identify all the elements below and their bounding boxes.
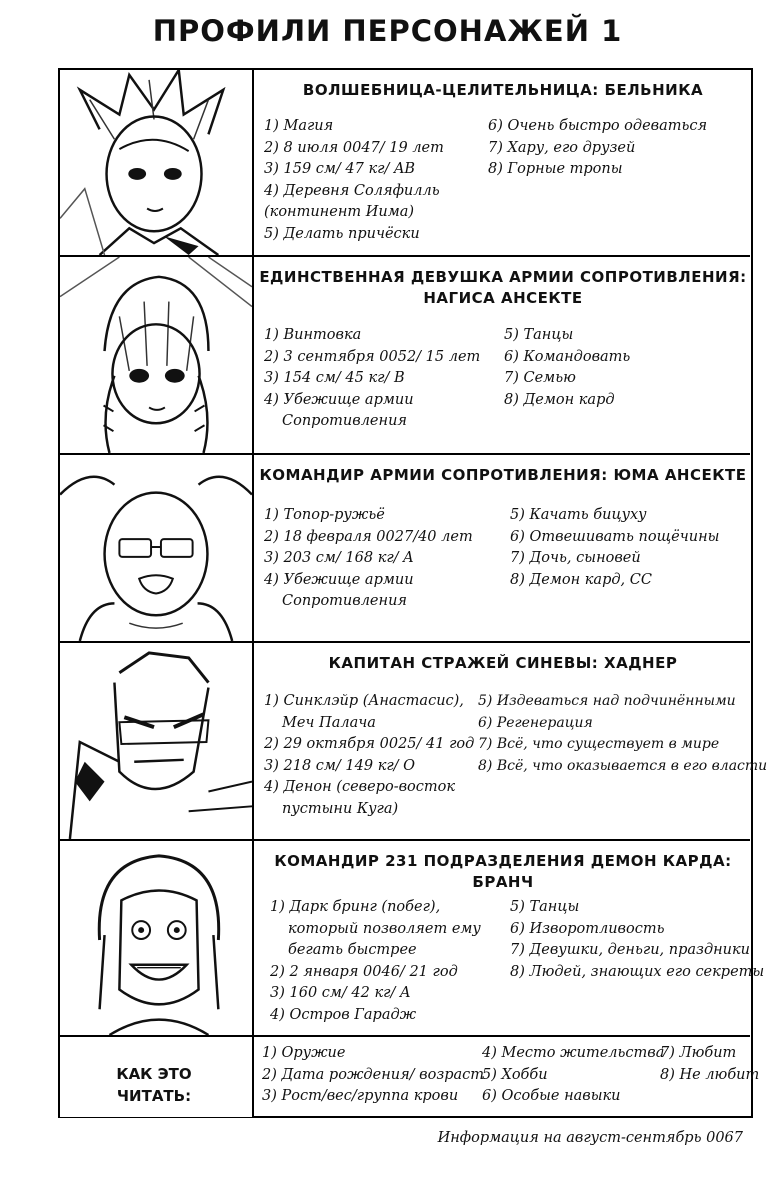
profile-info-nagisa	[256, 257, 750, 453]
guide-field: 7) Любит	[660, 1045, 737, 1061]
guide-column-2	[482, 1043, 664, 1108]
profile-heading	[256, 80, 750, 101]
profile-info-belnika	[256, 70, 750, 255]
profile-field: 3) 154 см/ 45 кг/ B	[264, 370, 405, 386]
profile-field: 2) 2 января 0046/ 21 год	[270, 963, 458, 980]
girl-portrait-icon	[60, 70, 252, 255]
profile-field: 2) 18 февраля 0027/40 лет	[264, 528, 473, 545]
profile-field: 3) 159 см/ 47 кг/ AB	[264, 161, 416, 177]
profile-field: 1) Топор-ружьё	[264, 507, 385, 523]
profiles-table	[58, 68, 768, 1118]
profile-heading	[256, 267, 750, 309]
profile-field: 3) 160 см/ 42 кг/ A	[270, 985, 411, 1001]
profile-heading-line: КОМАНДИР АРМИИ СОПРОТИВЛЕНИЯ: ЮМА АНСЕКТЕ	[259, 466, 747, 484]
profile-field: 8) Демон кард	[504, 391, 615, 408]
profile-heading-line: ВОЛШЕБНИЦА-ЦЕЛИТЕЛЬНИЦА: БЕЛЬНИКА	[302, 81, 704, 99]
profile-field: 3) 218 см/ 149 кг/ O	[264, 757, 416, 774]
profile-field: 5) Издеваться над подчинёнными	[478, 693, 736, 709]
profile-left-column	[270, 897, 481, 1026]
profile-field: бегать быстрее	[288, 942, 417, 958]
profile-field: 1) Магия	[264, 118, 334, 134]
profile-field: 6) Отвешивать пощёчины	[510, 528, 720, 545]
guide-heading	[84, 1063, 224, 1107]
profile-field: 7) Семью	[504, 370, 576, 386]
portrait-yuma	[60, 455, 254, 641]
profile-heading-line: КАПИТАН СТРАЖЕЙ СИНЕВЫ: ХАДНЕР	[328, 654, 678, 672]
profile-field: который позволяет ему	[288, 920, 481, 937]
profile-left-column	[264, 116, 444, 245]
profile-row-yuma	[60, 455, 750, 643]
profile-field: 8) Демон кард, CC	[510, 571, 652, 588]
guide-column-1	[262, 1043, 484, 1108]
profile-field: (континент Иима)	[264, 204, 415, 220]
profile-heading	[256, 653, 750, 674]
guide-info	[256, 1037, 760, 1117]
profile-row-nagisa	[60, 257, 750, 455]
profile-info-yuma	[256, 455, 750, 641]
profile-heading-line: КОМАНДИР 231 ПОДРАЗДЕЛЕНИЯ ДЕМОН КАРДА:	[274, 852, 732, 870]
guide-field: 4) Место жительства	[482, 1045, 665, 1061]
profile-field: 5) Делать причёски	[264, 225, 420, 242]
profile-field: 8) Людей, знающих его секреты	[510, 963, 765, 980]
guide-label-cell	[60, 1037, 254, 1117]
guide-field: 3) Рост/вес/группа крови	[262, 1088, 459, 1104]
guide-heading-line: КАК ЭТО	[116, 1065, 192, 1083]
profile-field: пустыни Куга)	[282, 800, 399, 817]
profile-field: 1) Дарк бринг (побег),	[270, 899, 441, 915]
profile-field: 7) Хару, его друзей	[488, 139, 636, 156]
profile-info-branch	[256, 841, 765, 1035]
profile-heading-line: ЕДИНСТВЕННАЯ ДЕВУШКА АРМИИ СОПРОТИВЛЕНИЯ:	[259, 268, 747, 286]
profile-right-column	[510, 505, 719, 591]
profile-right-column	[510, 897, 764, 983]
portrait-branch	[60, 841, 254, 1035]
profile-right-column	[504, 325, 630, 411]
profile-field: Сопротивления	[282, 413, 408, 429]
profile-field: 5) Качать бицуху	[510, 507, 647, 523]
guide-row	[60, 1037, 760, 1117]
arrow-right-icon	[216, 1059, 254, 1117]
profile-left-column	[264, 505, 473, 613]
profile-heading	[256, 465, 750, 486]
portrait-belnika	[60, 70, 254, 255]
profile-field: 1) Винтовка	[264, 327, 362, 343]
profile-heading-line: БРАНЧ	[472, 873, 534, 891]
guide-field: 5) Хобби	[482, 1066, 548, 1083]
profile-right-column	[488, 116, 707, 181]
profile-field: 4) Деревня Соляфилль	[264, 182, 440, 199]
profile-field: 8) Горные тропы	[488, 161, 623, 177]
profile-field: 4) Убежище армии	[264, 391, 414, 408]
portrait-hadner	[60, 643, 254, 839]
profile-field: 4) Денон (северо-восток	[264, 779, 456, 795]
page-title: ПРОФИЛИ ПЕРСОНАЖЕЙ 1	[152, 14, 623, 48]
guide-field: 6) Особые навыки	[482, 1088, 621, 1104]
girl-braids-portrait-icon	[60, 257, 252, 453]
bald-man-portrait-icon	[60, 455, 252, 641]
info-date-footer: Информация на август-сентябрь 0067	[437, 1130, 743, 1146]
guide-field: 1) Оружие	[262, 1045, 346, 1061]
profile-field: 6) Регенерация	[478, 714, 593, 731]
profile-field: 7) Дочь, сыновей	[510, 550, 641, 566]
guide-column-3	[660, 1043, 759, 1086]
grinning-man-portrait-icon	[60, 841, 252, 1035]
profile-left-column	[264, 325, 480, 433]
profile-left-column	[264, 691, 474, 820]
profile-field: 6) Изворотливость	[510, 920, 665, 937]
profile-field: 4) Остров Гарадж	[270, 1006, 417, 1023]
guide-field: 2) Дата рождения/ возраст	[262, 1066, 485, 1083]
profile-field: 8) Всё, что оказывается в его власти	[478, 757, 768, 774]
profile-info-hadner	[256, 643, 768, 839]
portrait-nagisa	[60, 257, 254, 453]
profile-field: 3) 203 см/ 168 кг/ A	[264, 550, 414, 566]
profile-field: 5) Танцы	[510, 899, 580, 915]
profile-field: 6) Командовать	[504, 348, 631, 365]
profile-field: 6) Очень быстро одеваться	[488, 118, 708, 134]
profile-field: 5) Танцы	[504, 327, 574, 343]
profile-field: 7) Всё, что существует в мире	[478, 736, 720, 752]
profile-row-hadner	[60, 643, 768, 841]
guide-field: 8) Не любит	[660, 1066, 760, 1083]
profile-field: 2) 8 июля 0047/ 19 лет	[264, 139, 444, 156]
profile-row-belnika	[60, 70, 750, 257]
profile-field: Меч Палача	[282, 714, 376, 731]
profile-heading	[256, 851, 750, 893]
profile-field: 7) Девушки, деньги, праздники	[510, 942, 751, 958]
captain-portrait-icon	[60, 643, 252, 839]
profile-field: Сопротивления	[282, 593, 408, 609]
profile-row-branch	[60, 841, 765, 1037]
profile-field: 4) Убежище армии	[264, 571, 414, 588]
profile-field: 2) 29 октября 0025/ 41 год	[264, 736, 475, 752]
profile-field: 2) 3 сентября 0052/ 15 лет	[264, 348, 481, 365]
profile-heading-line: НАГИСА АНСЕКТЕ	[423, 289, 583, 307]
guide-heading-line: ЧИТАТЬ:	[116, 1087, 192, 1105]
profile-field: 1) Синклэйр (Анастасис),	[264, 693, 464, 709]
profile-right-column	[478, 691, 767, 777]
